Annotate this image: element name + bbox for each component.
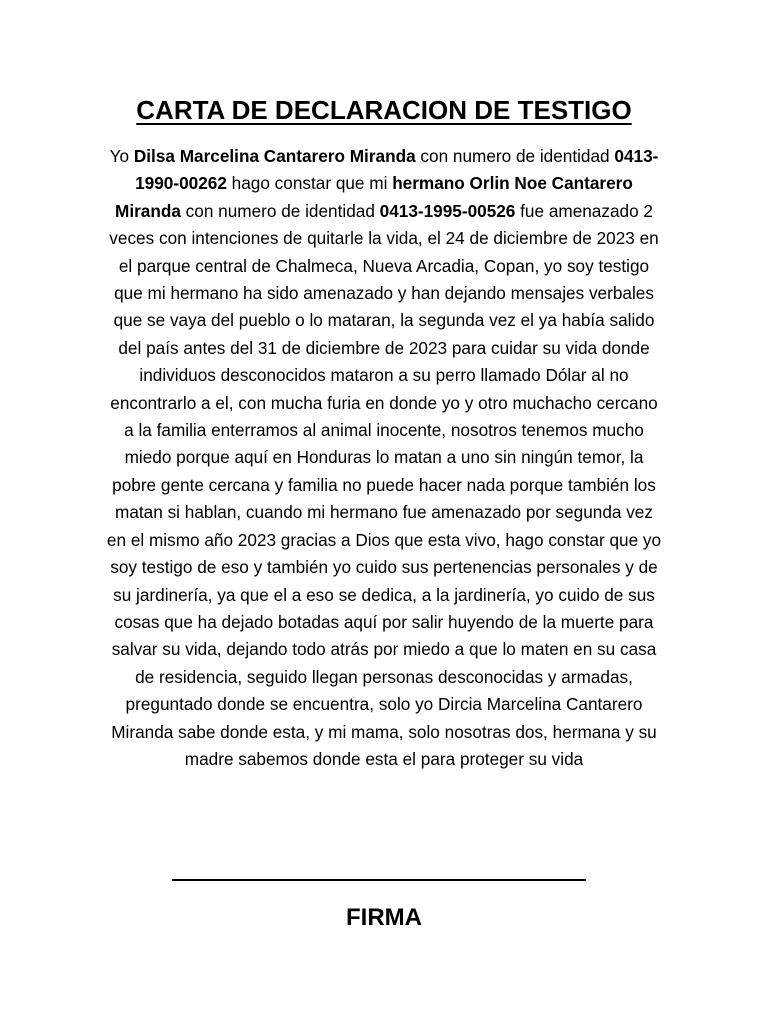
page-title-text: CARTA DE DECLARACION DE TESTIGO [136, 95, 632, 125]
body-segment-2: con numero de identidad [415, 146, 615, 166]
declarant-id: 0413-1990-00262 [135, 146, 659, 194]
brother-id: 0413-1995-00526 [379, 200, 516, 221]
body-segment-3: hago constar que mi [226, 173, 393, 194]
page-title [0, 93, 768, 127]
signature-line [172, 879, 586, 881]
body-segment-4: con numero de identidad [180, 200, 380, 221]
body-segment-1: Yo [109, 146, 134, 166]
body-segment-5: fue amenazado 2 veces con intenciones de quitarle la vida, el 24 de diciembre de 2023 en el parque central de Chalmeca, Nueva Arcadia, Copan, yo soy testigo que mi hermano ha sido amenazado y han dejando mensajes verbales que se vaya del pueblo o lo mataran, la segunda vez el ya había salido del país antes del 31 de diciembre de 2023 para cuidar su vida donde individuos desconocidos mataron a su perro llamado Dólar al no encontrarlo a el, con mucha furia en donde yo y otro muchacho cercano a la familia enterramos al animal inocente, nosotros tenemos mucho miedo porque aquí en Honduras lo matan a uno sin ningún temor, la pobre gente cercana y familia no puede hacer nada porque también los matan si hablan, cuando mi hermano fue amenazado por segunda vez en el mismo año 2023 gracias a Dios que esta vivo, hago constar que yo soy testigo de eso y también yo cuido sus pertenencias personales y de su jardinería, ya que el a eso se dedica, a la jardinería, yo cuido de sus cosas que ha dejado botadas aquí por salir huyendo de la muerte para salvar su vida, dejando todo atrás por miedo a que lo maten en su casa de residencia, seguido llegan personas desconocidas y armadas, preguntado donde se encuentra, solo yo Dircia Marcelina Cantarero Miranda sabe donde esta, y mi mama, solo nosotras dos, hermana y su madre sabemos donde esta el para proteger su vida [106, 200, 662, 769]
brother-name: hermano Orlin Noe Cantarero Miranda [115, 173, 633, 221]
declarant-name: Dilsa Marcelina Cantarero Miranda [133, 146, 416, 166]
declaration-body [104, 143, 664, 773]
signature-label: FIRMA [346, 904, 422, 931]
